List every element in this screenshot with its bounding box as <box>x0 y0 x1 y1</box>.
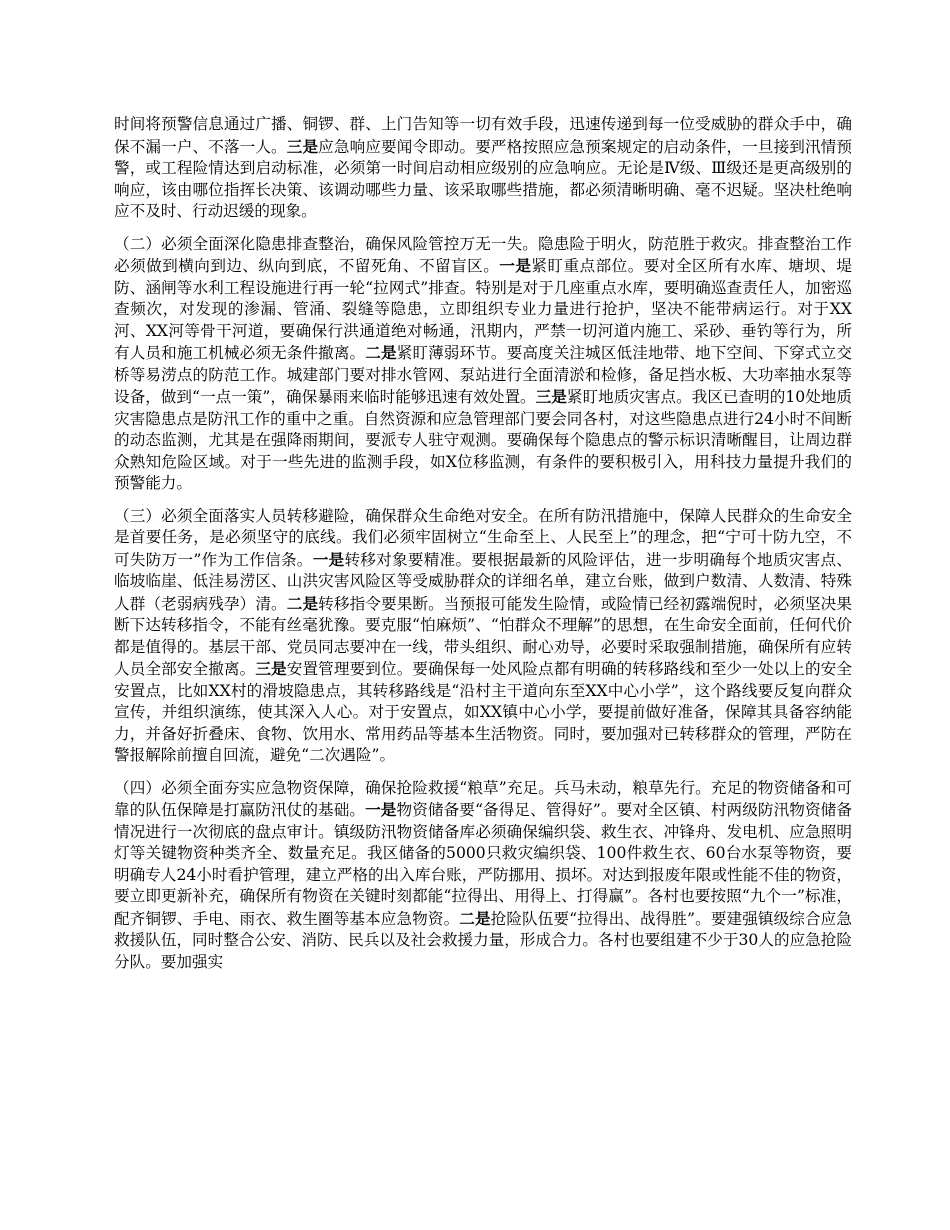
text-run: （四）必须全面夯实应急物资保障，确保抢险救援“粮草”充足。兵马未动，粮草先行。充足的物资储备和可靠的队伍保障是打赢防汛仗的基础。 <box>114 778 852 819</box>
text-run: 安置管理要到位。要确保每一处风险点都有明确的转移路线和至少一处以上的安全安置点，比如XX村的滑坡隐患点，其转移路线是“沿村主干道向东至XX中心小学”，这个路线要反复向群众宣传，并组织演练，使其深入人心。对于安置点，如XX镇中心小学，要提前做好准备，保障其具备容纳能力，并备好折叠床、食物、饮用水、常用药品等基本生活物资。同时，要加强对已转移群众的管理，严防在警报解除前擅自回流，避免“二次遇险”。 <box>114 660 852 764</box>
text-run: 紧盯薄弱环节。要高度关注城区低洼地带、地下空间、下穿式立交桥等易涝点的防范工作。城建部门要对排水管网、泵站进行全面清淤和检修，备足挡水板、大功率抽水泵等设备，做到“一点一策”，确保暴雨来临时能够迅速有效处置。 <box>114 344 852 406</box>
emphasis-run: 一是 <box>499 256 532 275</box>
emphasis-run: 二是 <box>286 593 319 613</box>
emphasis-run: 一是 <box>365 800 397 819</box>
text-run: 紧盯重点部位。要对全区所有水库、塘坝、堤防、涵闸等水利工程设施进行再一轮“拉网式”排查。特别是对于几座重点水库，要明确巡查责任人，加密巡查频次，对发现的渗漏、管涌、裂缝等隐患，立即组织专业力量进行抢护，坚决不能带病运行。对于XX河、XX河等骨干河道，要确保行洪通道绝对畅通，汛期内，严禁一切河道内施工、采砂、垂钓等行为，所有人员和施工机械必须无条件撤离。 <box>114 257 852 362</box>
text-run: 应急响应要闻令即动。要严格按照应急预案规定的启动条件，一旦接到汛情预警，或工程险情达到启动标准，必须第一时间启动相应级别的应急响应。无论是Ⅳ级、Ⅲ级还是更高级别的响应，该由哪位指挥长决策、该调动哪些力量、该采取哪些措施，都必须清晰明确、毫不迟疑。坚决杜绝响应不及时、行动迟缓的现象。 <box>114 137 852 220</box>
text-run: 转移对象要精准。要根据最新的风险评估，进一步明确每个地质灾害点、临坡临崖、低洼易涝区、山洪灾害风险区等受威胁群众的详细名单，建立台账，做到户数清、人数清、特殊人群（老弱病残孕）清。 <box>114 550 852 613</box>
emphasis-run: 三是 <box>535 387 567 406</box>
text-run: 紧盯地质灾害点。我区已查明的10处地质灾害隐患点是防汛工作的重中之重。自然资源和应急管理部门要会同各村，对这些隐患点进行24小时不间断的动态监测，尤其是在强降雨期间，要派专人驻守观测。要确保每个隐患点的警示标识清晰醒目，让周边群众熟知危险区域。对于一些先进的监测手段，如X位移监测，有条件的要积极引入，用科技力量提升我们的预警能力。 <box>114 388 852 492</box>
emphasis-run: 一是 <box>312 549 345 569</box>
text-run: 抢险队伍要“拉得出、战得胜”。要建强镇级综合应急救援队伍，同时整合公安、消防、民兵以及社会救援力量，形成合力。各村也要组建不少于30人的应急抢险分队。要加强实 <box>114 909 852 971</box>
paragraph-hazard-inspection <box>114 234 852 495</box>
emphasis-run: 二是 <box>459 908 491 928</box>
document-page <box>114 114 852 984</box>
text-run: 时间将预警信息通过广播、铜锣、群、上门告知等一切有效手段，迅速传递到每一位受威胁的群众手中，确保不漏一户、不落一人。 <box>114 115 852 156</box>
emphasis-run: 三是 <box>286 136 319 156</box>
paragraph-emergency-supplies <box>114 778 852 974</box>
paragraph-warning-response <box>114 114 852 223</box>
paragraph-personnel-transfer <box>114 506 852 767</box>
text-run: 转移指令要果断。当预报可能发生险情，或险情已经初露端倪时，必须坚决果断下达转移指令，不能有丝毫犹豫。要克服“怕麻烦”、“怕群众不理解”的思想，在生命安全面前，任何代价都是值得的。基层干部、党员同志要冲在一线，带头组织、耐心劝导，必要时采取强制措施，确保所有应转人员全部安全撤离。 <box>114 594 852 678</box>
text-run: （二）必须全面深化隐患排查整治，确保风险管控万无一失。隐患险于明火，防范胜于救灾。排查整治工作必须做到横向到边、纵向到底，不留死角、不留盲区。 <box>114 234 852 275</box>
text-run: （三）必须全面落实人员转移避险，确保群众生命绝对安全。在所有防汛措施中，保障人民群众的生命安全是首要任务，是必须坚守的底线。我们必须牢固树立“生命至上、人民至上”的理念，把“宁可十防九空，不可失防万一”作为工作信条。 <box>114 506 852 569</box>
emphasis-run: 三是 <box>255 659 287 678</box>
emphasis-run: 二是 <box>365 343 397 362</box>
text-run: 物资储备要“备得足、管得好”。要对全区镇、村两级防汛物资储备情况进行一次彻底的盘点审计。镇级防汛物资储备库必须确保编织袋、救生衣、冲锋舟、发电机、应急照明灯等关键物资种类齐全、数量充足。我区储备的5000只救灾编织袋、100件救生衣、60台水泵等物资，要明确专人24小时看护管理，建立严格的出入库台账，严防挪用、损坏。对达到报废年限或性能不佳的物资，要立即更新补充，确保所有物资在关键时刻都能“拉得出、用得上、打得赢”。各村也要按照“九个一”标准，配齐铜锣、手电、雨衣、救生圈等基本应急物资。 <box>114 801 852 928</box>
